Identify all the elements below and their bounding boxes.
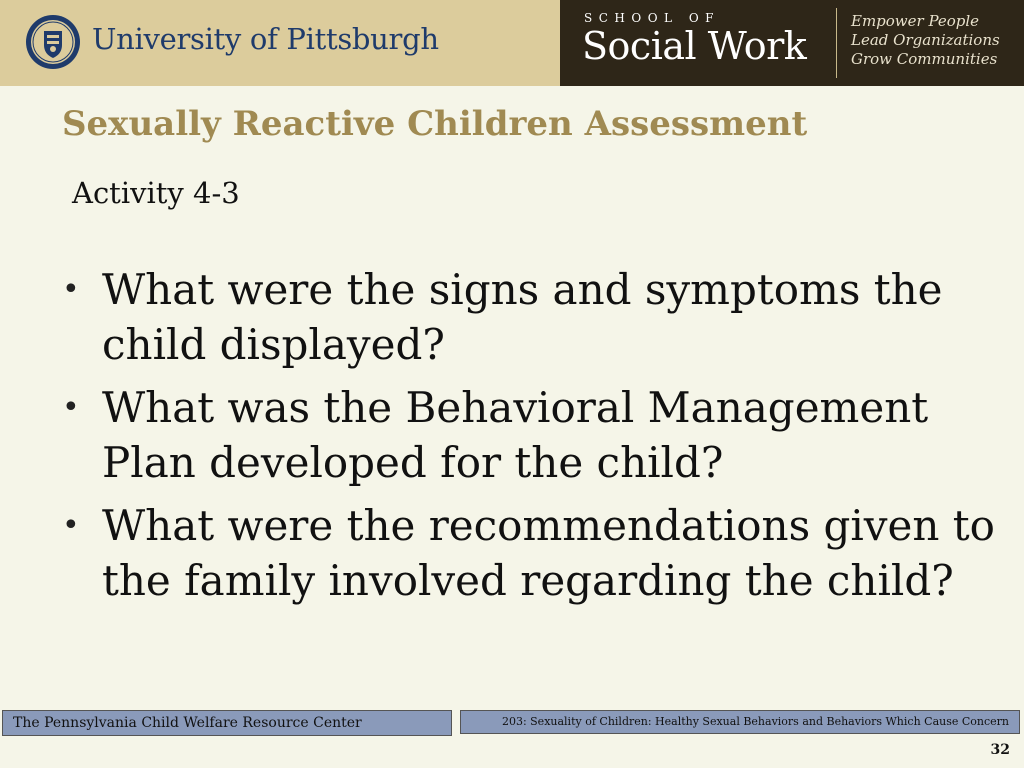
footer-course	[460, 710, 1020, 734]
university-seal-icon	[25, 14, 81, 70]
university-header	[0, 0, 560, 86]
header-divider	[836, 8, 837, 78]
school-title: Social Work	[582, 24, 807, 68]
bullet-text: What was the Behavioral Management Plan developed for the child?	[102, 383, 929, 487]
slide-subtitle: Activity 4-3	[72, 176, 240, 210]
bullet-text: What were the recommendations given to the family involved regarding the child?	[102, 501, 995, 605]
bullet-item	[62, 498, 1002, 608]
slide-title: Sexually Reactive Children Assessment	[62, 104, 808, 144]
bullet-dot-icon: •	[62, 272, 80, 307]
footer-course-text: 203: Sexuality of Children: Healthy Sexual Behaviors and Behaviors Which Cause Concern	[501, 715, 1009, 728]
tagline-3: Grow Communities	[851, 50, 998, 68]
footer-organization	[2, 710, 452, 736]
tagline-1: Empower People	[851, 12, 980, 30]
bullet-item	[62, 262, 1002, 372]
university-name: University of Pittsburgh	[92, 22, 439, 56]
page-number: 32	[990, 742, 1010, 758]
school-label: SCHOOL OF	[584, 11, 720, 25]
bullet-text: What were the signs and symptoms the child displayed?	[102, 265, 943, 369]
bullet-item	[62, 380, 1002, 490]
bullet-dot-icon: •	[62, 390, 80, 425]
tagline-2: Lead Organizations	[851, 31, 1000, 49]
bullet-list	[62, 262, 1002, 616]
footer-organization-text: The Pennsylvania Child Welfare Resource Center	[13, 715, 362, 731]
bullet-dot-icon: •	[62, 508, 80, 543]
